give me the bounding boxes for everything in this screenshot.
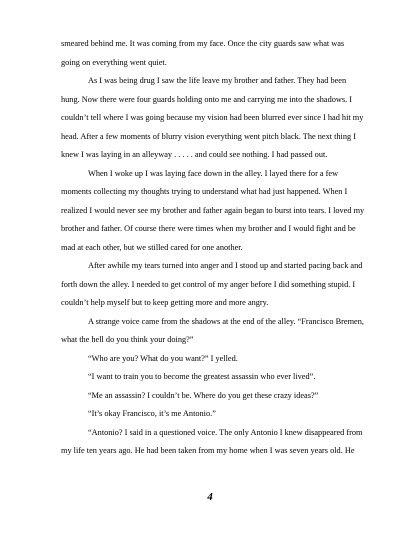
text-line: knew I was laying in an alleyway . . . . . and could see nothing. I had passed out.: [61, 150, 328, 160]
text-line: hung. Now there were four guards holding onto me and carrying me into the shadows. I: [61, 94, 353, 104]
text-line: smeared behind me. It was coming from my face. Once the city guards saw what was: [61, 39, 345, 48]
text-line: “I want to train you to become the greatest assassin who ever lived”.: [88, 372, 316, 382]
text-line: couldn’t help myself but to keep getting more and more angry.: [61, 298, 269, 308]
text-line: what the hell do you think your doing?”: [61, 335, 194, 345]
text-line: brother and father. Of course there were times when my brother and I would fight and be: [61, 224, 356, 234]
text-line: going on everything went quiet.: [61, 57, 167, 67]
text-line: moments collecting my thoughts trying to understand what had just happened. When I: [61, 187, 348, 197]
page-number: 4: [207, 491, 213, 503]
text-line: “Antonio? I said in a questioned voice. The only Antonio I knew disappeared from: [88, 427, 363, 437]
text-line: forth down the alley. I needed to get control of my anger before I did something stupid. I: [61, 279, 356, 289]
text-line: As I was being drug I saw the life leave my brother and father. They had been: [88, 76, 347, 86]
body-text: [61, 35, 371, 461]
text-line: realized I would never see my brother and father again began to burst into tears. I loved my: [61, 205, 365, 215]
text-line: “Me an assassin? I couldn’t be. Where do you get these crazy ideas?”: [88, 390, 319, 400]
text-line: mad at each other, but we stilled cared for one another.: [61, 242, 243, 252]
text-line: head. After a few moments of blurry vision everything went pitch black. The next thing I: [61, 131, 357, 141]
text-line: my life ten years ago. He had been taken from my home when I was seven years old. He: [61, 446, 355, 456]
text-line: A strange voice came from the shadows at the end of the alley. “Francisco Bremen,: [88, 316, 364, 326]
text-line: “Who are you? What do you want?” I yelled.: [88, 353, 238, 363]
text-line: After awhile my tears turned into anger and I stood up and started pacing back and: [88, 261, 363, 271]
text-line: “It’s okay Francisco, it’s me Antonio.”: [88, 409, 216, 419]
text-line: When I woke up I was laying face down in the alley. I layed there for a few: [88, 168, 339, 178]
text-line: couldn’t tell where I was going because my vision had been blurred ever since I had hit my: [61, 113, 364, 123]
